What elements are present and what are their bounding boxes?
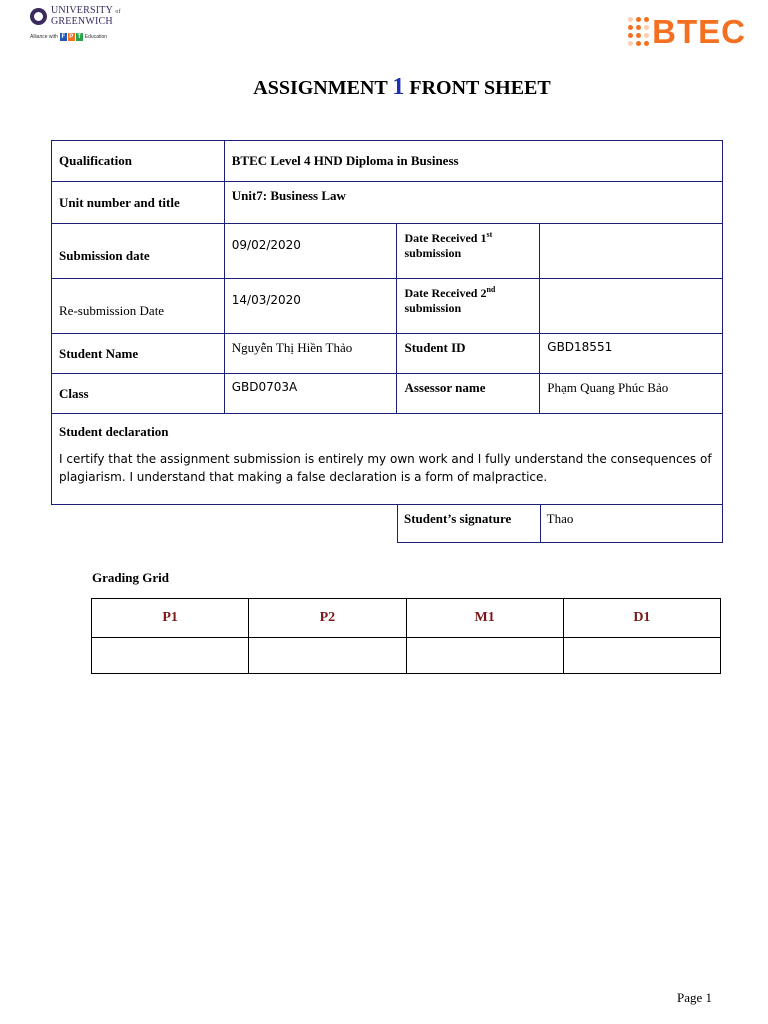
grade-m1-cell [406,638,563,674]
grade-p2-header: P2 [249,599,406,638]
grade-p2-cell [249,638,406,674]
signature-value: Thao [540,505,722,543]
student-declaration [52,414,723,505]
student-id-value: GBD18551 [540,334,723,374]
unit-label: Unit number and title [52,182,225,224]
signature-label: Student’s signature [398,505,541,543]
grading-grid-label: Grading Grid [92,570,169,585]
btec-dots-icon [628,17,650,47]
page-number: Page 1 [676,990,712,1005]
date-received-1-value [540,224,723,279]
declaration-text: I certify that the assignment submission is entirely my own work and I fully understand the consequences of plagiarism. I understand that making a false declaration is a form of malpractice. [59,452,712,484]
fpt-alliance-logo: Alliance with F P T Education [30,34,108,40]
resubmission-date-value: 14/03/2020 [224,279,397,334]
student-name-label: Student Name [52,334,225,374]
grade-m1-header: M1 [406,599,563,638]
grading-grid [91,598,721,674]
grade-d1-cell [563,638,720,674]
university-of-greenwich-logo: UNIVERSITY of GREENWICH Alliance with F P T Education [30,6,130,48]
grade-p1-header: P1 [92,599,249,638]
qualification-value: BTEC Level 4 HND Diploma in Business [224,141,722,182]
class-label: Class [52,374,225,414]
crest-icon [30,8,47,25]
student-id-label: Student ID [397,334,540,374]
declaration-heading: Student declaration [59,424,169,439]
date-received-2-value [540,279,723,334]
date-received-1-label: Date Received 1st submission [397,224,540,279]
student-name-value: Nguyễn Thị Hiền Thảo [224,334,397,374]
btec-logo: BTEC [628,12,746,52]
grade-p1-cell [92,638,249,674]
submission-date-label: Submission date [52,224,225,279]
grade-d1-header: D1 [563,599,720,638]
qualification-label: Qualification [52,141,225,182]
page-title: ASSIGNMENT 1 FRONT SHEET [253,74,551,100]
front-sheet-table [51,140,723,505]
date-received-2-label: Date Received 2nd submission [397,279,540,334]
class-value: GBD0703A [224,374,397,414]
assessor-name-value: Phạm Quang Phúc Bảo [540,374,723,414]
unit-value: Unit7: Business Law [224,182,722,224]
assessor-name-label: Assessor name [397,374,540,414]
signature-table [397,504,723,543]
submission-date-value: 09/02/2020 [224,224,397,279]
resubmission-date-label: Re-submission Date [52,279,225,334]
